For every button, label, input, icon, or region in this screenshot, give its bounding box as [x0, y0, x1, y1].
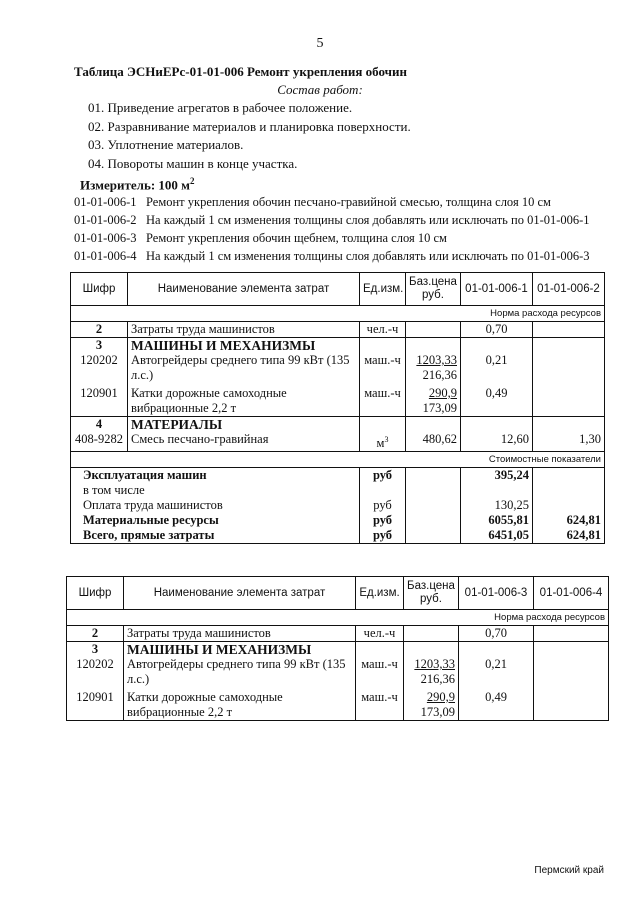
work-item: 04. Повороты машин в конце участка. — [88, 156, 298, 171]
table-header-row — [71, 273, 605, 306]
header-unit: Ед.изм. — [360, 273, 406, 306]
header-price: Баз.цена руб. — [406, 273, 461, 306]
table-row: Эксплуатация машин руб 395,24 — [71, 468, 605, 484]
header-col2: 01-01-006-4 — [534, 577, 609, 610]
header-name: Наименование элемента затрат — [124, 577, 356, 610]
table-header-row — [67, 577, 609, 610]
table-row: 2 Затраты труда машинистов чел.-ч 0,70 — [67, 626, 609, 642]
table-row: в том числе — [71, 483, 605, 498]
code-line: 01-01-006-2 На каждый 1 см изменения толщины слоя добавлять или исключать по 01-01-006-1 — [74, 213, 590, 227]
resource-table-2 — [66, 576, 609, 721]
measure-unit: Измеритель: 100 $м^2$ — [80, 176, 195, 193]
header-code: Шифр — [67, 577, 124, 610]
header-price: Баз.цена руб. — [404, 577, 459, 610]
header-col1: 01-01-006-1 — [461, 273, 533, 306]
work-item: 02. Разравнивание материалов и планировка поверхности. — [88, 119, 411, 134]
header-col2: 01-01-006-2 — [533, 273, 605, 306]
resource-table-1 — [70, 272, 605, 544]
work-composition-heading: Состав работ: — [277, 82, 363, 97]
table-row: Всего, прямые затраты руб 6451,05 624,81 — [71, 528, 605, 544]
table-row: 120901 Катки дорожные самоходные вибрационные 2,2 т маш.-ч 290,9 173,09 0,49 — [67, 687, 609, 721]
header-unit: Ед.изм. — [356, 577, 404, 610]
page-number: 5 — [316, 36, 324, 51]
header-name: Наименование элемента затрат — [128, 273, 360, 306]
table-row: 2 Затраты труда машинистов чел.-ч 0,70 — [71, 322, 605, 338]
work-item: 01. Приведение агрегатов в рабочее положение. — [88, 100, 353, 115]
section-row: 3 МАШИНЫ И МЕХАНИЗМЫ — [67, 642, 609, 658]
section-row: 4 МАТЕРИАЛЫ — [71, 417, 605, 433]
work-item: 03. Уплотнение материалов. — [88, 137, 244, 152]
table-row: 120202 Автогрейдеры среднего типа 99 кВт (135 л.с.) маш.-ч 1203,33 216,36 0,21 — [67, 657, 609, 687]
table-row: 120901 Катки дорожные самоходные вибрационные 2,2 т маш.-ч 290,9 173,09 0,49 — [71, 383, 605, 417]
table-row: 408-9282 Смесь песчано-гравийная $м^3$ 480,62 12,60 1,30 — [71, 432, 605, 452]
header-code: Шифр — [71, 273, 128, 306]
code-line: 01-01-006-4 На каждый 1 см изменения толщины слоя добавлять или исключать по 01-01-006-3 — [74, 249, 590, 263]
table-row: Материальные ресурсы руб 6055,81 624,81 — [71, 513, 605, 528]
norm-label: Норма расхода ресурсов — [71, 306, 605, 322]
header-col1: 01-01-006-3 — [459, 577, 534, 610]
table-row: Оплата труда машинистов руб 130,25 — [71, 498, 605, 513]
table-title: Таблица ЭСНиЕРс-01-01-006 Ремонт укрепления обочин — [74, 64, 407, 79]
section-row: 3 МАШИНЫ И МЕХАНИЗМЫ — [71, 338, 605, 354]
cost-label: Стоимостные показатели — [71, 452, 605, 468]
table-row: 120202 Автогрейдеры среднего типа 99 кВт (135 л.с.) маш.-ч 1203,33 216,36 0,21 — [71, 353, 605, 383]
code-line: 01-01-006-1 Ремонт укрепления обочин песчано-гравийной смесью, толщина слоя 10 см — [74, 195, 551, 209]
norm-label: Норма расхода ресурсов — [67, 610, 609, 626]
footer-region: Пермский край — [534, 865, 604, 876]
code-line: 01-01-006-3 Ремонт укрепления обочин щебнем, толщина слоя 10 см — [74, 231, 447, 245]
